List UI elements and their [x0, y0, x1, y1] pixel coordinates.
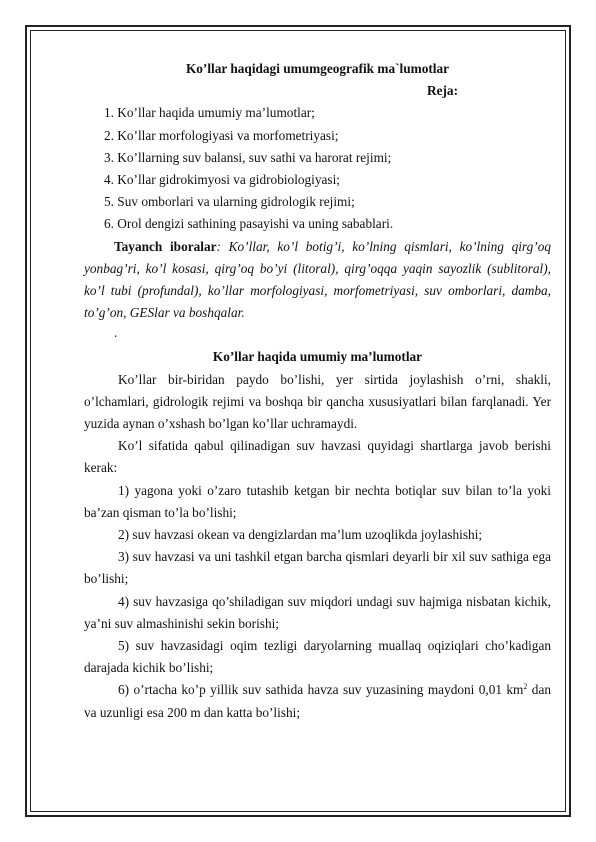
keywords-text: : Ko’llar, ko’l botig’i, ko’lning qismlari, ko’lning qirg’oq yonbag’ri, ko’l kosasi, qirg’oq bo’yi (litoral), qirg’oqqa yaqin sayozlik (sublitoral), ko’l tubi (profundal), ko’llar morfologiyasi, morfometriyasi, suv omborlari, damba, to’g’on, GESlar va boshqalar.: [84, 238, 551, 321]
plan-item: 6. Orol dengizi sathining pasayishi va uning sabablari.: [104, 216, 394, 232]
superscript: 2: [523, 682, 528, 692]
paragraph-last-after: dan va uzunligi esa 200 m dan katta bo’lishi;: [84, 682, 551, 720]
paragraph-last: [84, 679, 551, 723]
paragraph: 2) suv havzasi okean va dengizlardan ma’lum uzoqlikda joylashishi;: [118, 527, 483, 543]
stray-dot: .: [114, 325, 118, 341]
keywords-label: Tayanch iboralar: [114, 238, 217, 254]
document-body: [84, 58, 551, 724]
plan-label: Reja:: [426, 83, 458, 99]
paragraph: Ko’llar bir-biridan paydo bo’lishi, yer sirtida joylashish o’rni, shakli, o’lchamlari, gidrologik rejimi va boshqa bir qancha xususiyatlari bilan farqlanadi. Yer yuzida aynan o’xshash bo’lgan ko’llar uchramaydi.: [84, 371, 551, 432]
plan-item: 5. Suv omborlari va ularning gidrologik rejimi;: [104, 194, 355, 210]
keywords-paragraph: [84, 236, 551, 325]
paragraph: 3) suv havzasi va uni tashkil etgan barcha qismlari deyarli bir xil suv sathiga ega bo’lishi;: [84, 549, 551, 587]
plan-item: 3. Ko’llarning suv balansi, suv sathi va harorat rejimi;: [104, 149, 392, 165]
plan-list: [84, 102, 551, 235]
plan-item: 2. Ko’llar morfologiyasi va morfometriyasi;: [104, 127, 339, 143]
paragraph: 1) yagona yoki o’zaro tutashib ketgan bir nechta botiqlar suv bilan to’la yoki ba’zan qisman to’la bo’lishi;: [84, 482, 551, 520]
plan-item: 4. Ko’llar gidrokimyosi va gidrobiologiyasi;: [104, 172, 340, 188]
paragraph-last-before: 6) o’rtacha ko’p yillik suv sathida havza suv yuzasining maydoni 0,01 km: [118, 682, 524, 698]
paragraph: Ko’l sifatida qabul qilinadigan suv havzasi quyidagi shartlarga javob berishi kerak:: [84, 438, 551, 476]
paragraph: 5) suv havzasidagi oqim tezligi daryolarning muallaq oqiziqlari cho’kadigan darajada kichik bo’lishi;: [84, 638, 551, 676]
section-title: Ko’llar haqida umumiy ma’lumotlar: [212, 349, 423, 365]
paragraph: 4) suv havzasiga qo’shiladigan suv miqdori undagi suv hajmiga nisbatan kichik, ya’ni suv almashinishi sekin borishi;: [84, 593, 551, 631]
plan-item: 1. Ko’llar haqida umumiy ma’lumotlar;: [104, 105, 315, 121]
document-title: Ko’llar haqidagi umumgeografik ma`lumotlar: [185, 61, 450, 76]
